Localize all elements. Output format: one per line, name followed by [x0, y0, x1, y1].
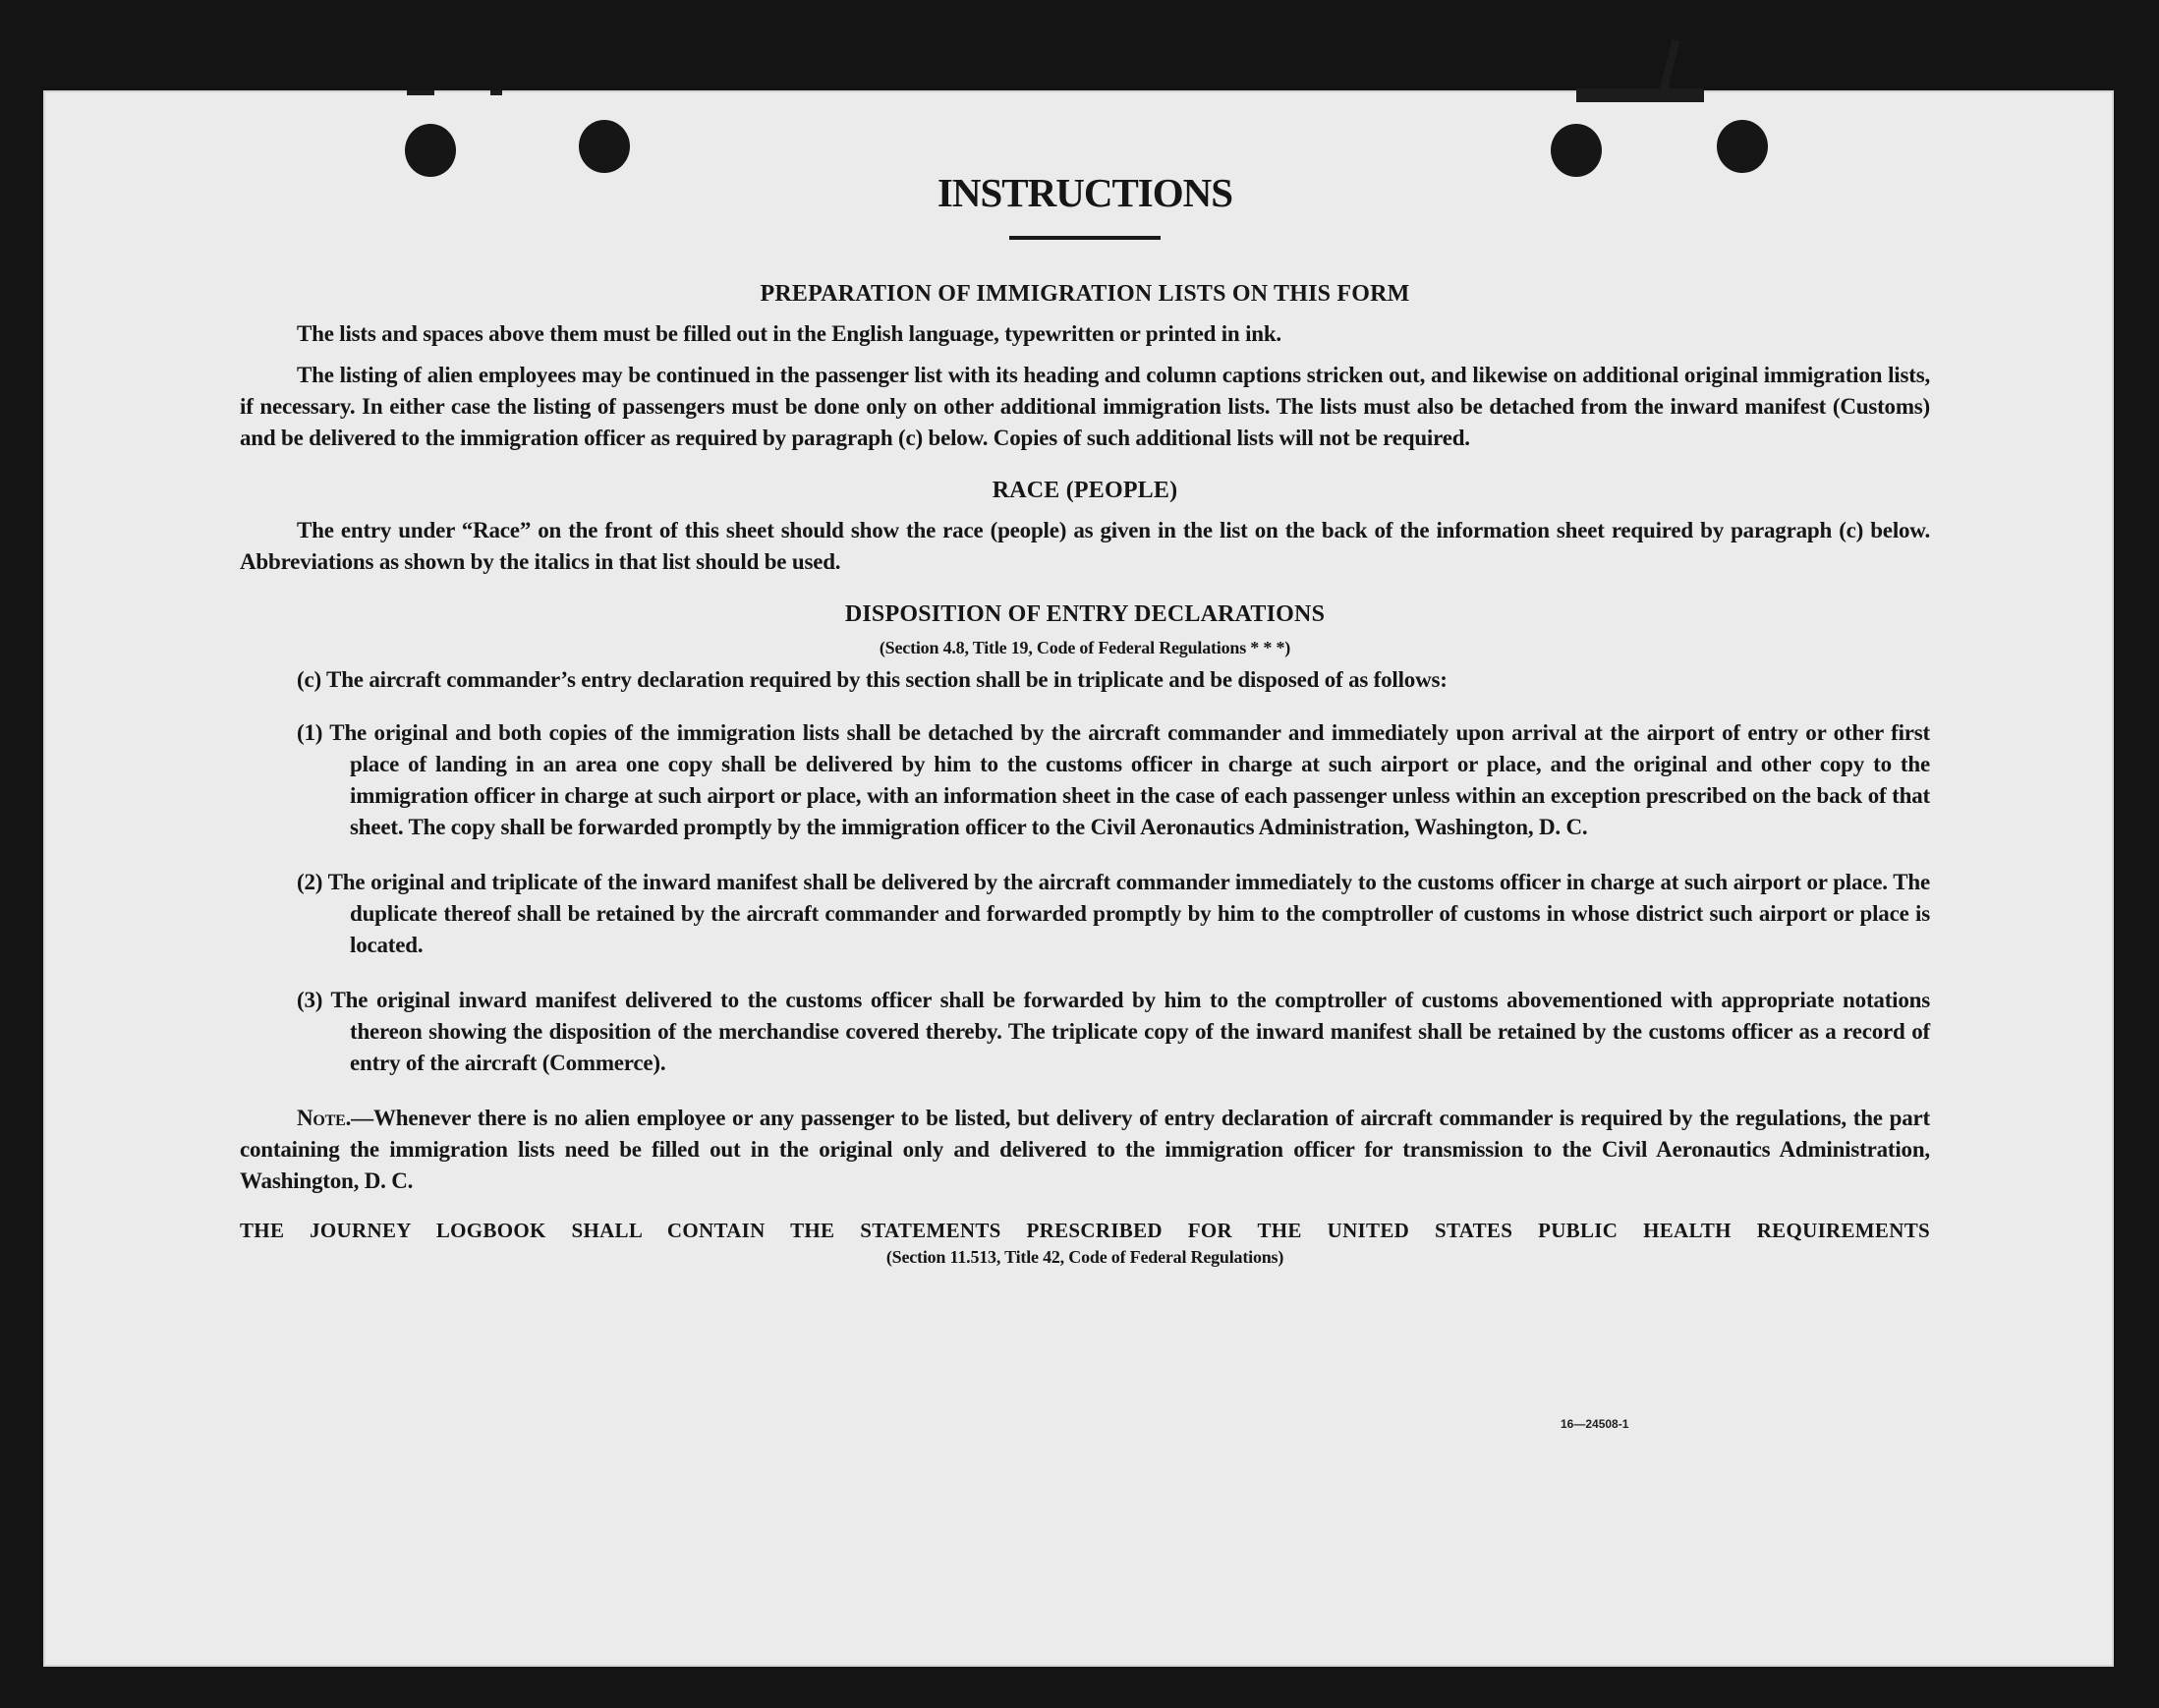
form-number: 16—24508-1 [1561, 1417, 1629, 1431]
health-statement: THE JOURNEY LOGBOOK SHALL CONTAIN THE STATEMENTS PRESCRIBED FOR THE UNITED STATES PUBLIC HEALTH REQUIREMENTS [240, 1219, 1930, 1242]
heading-race: RACE (PEOPLE) [992, 478, 1178, 503]
edge-mark [407, 90, 434, 95]
title-underline [1009, 236, 1161, 240]
list-item-2: (2) The original and triplicate of the inward manifest shall be delivered by the aircraft commander immediately to the customs officer in charge at such airport or place. The duplicate thereof shall be retained by the aircraft commander and forwarded promptly by him to the comptroller of customs in whose district such airport or place is located. [297, 870, 1930, 957]
paragraph-alien-employees: The listing of alien employees may be continued in the passenger list with its heading and column captions stricken out, and likewise on additional original immigration lists, if necessary. In either case the listing of passengers must be done only on other additional immigration lists. The lists must also be detached from the inward manifest (Customs) and be delivered to the immigration officer as required by paragraph (c) below. Copies of such additional lists will not be required. [240, 363, 1930, 450]
paragraph-c-lead: (c) The aircraft commander’s entry declaration required by this section shall be in triplicate and be disposed of as follows: [297, 667, 1448, 692]
paragraph-language: The lists and spaces above them must be filled out in the English language, typewritten or printed in ink. [297, 321, 1281, 346]
document-sheet [43, 90, 2114, 1667]
heading-preparation: PREPARATION OF IMMIGRATION LISTS ON THIS FORM [760, 281, 1410, 307]
instructions-body [240, 169, 1930, 1270]
note-paragraph [240, 1103, 1930, 1197]
page-title: INSTRUCTIONS [937, 170, 1233, 215]
citation-title-42: (Section 11.513, Title 42, Code of Federal Regulations) [885, 1247, 1284, 1267]
list-item-1: (1) The original and both copies of the immigration lists shall be detached by the aircraft commander and immediately upon arrival at the airport of entry or other first place of landing in an area one copy shall be delivered by him to the customs officer in charge at such airport or place, and the original and other copy to the immigration officer in charge at such airport or place, with an information sheet in the case of each passenger unless within an exception prescribed on the back of that sheet. The copy shall be forwarded promptly by the immigration officer to the Civil Aeronautics Administration, Washington, D. C. [297, 720, 1930, 839]
edge-tear-mark [1576, 88, 1704, 102]
punch-hole [579, 120, 630, 173]
heading-disposition: DISPOSITION OF ENTRY DECLARATIONS [844, 601, 1326, 627]
citation-title-19: (Section 4.8, Title 19, Code of Federal Regulations * * *) [879, 638, 1291, 657]
edge-mark [490, 90, 502, 95]
note-text: —Whenever there is no alien employee or any passenger to be listed, but delivery of entry declaration of aircraft commander is required by the regulations, the part containing the immigration lists need be filled out in the original only and delivered to the immigration officer for transmission to the Civil Aeronautics Administration, Washington, D. C. [240, 1106, 1930, 1193]
punch-hole [1717, 120, 1768, 173]
paragraph-race: The entry under “Race” on the front of this sheet should show the race (people) as given in the list on the back of the information sheet required by paragraph (c) below. Abbreviations as shown by the italics in that list should be used. [240, 518, 1930, 574]
note-label: Note. [297, 1106, 352, 1130]
list-item-3: (3) The original inward manifest delivered to the customs officer shall be forwarded by him to the comptroller of customs abovementioned with appropriate notations thereon showing the disposition of the merchandise covered thereby. The triplicate copy of the inward manifest shall be retained by the customs officer as a record of entry of the aircraft (Commerce). [297, 988, 1930, 1075]
